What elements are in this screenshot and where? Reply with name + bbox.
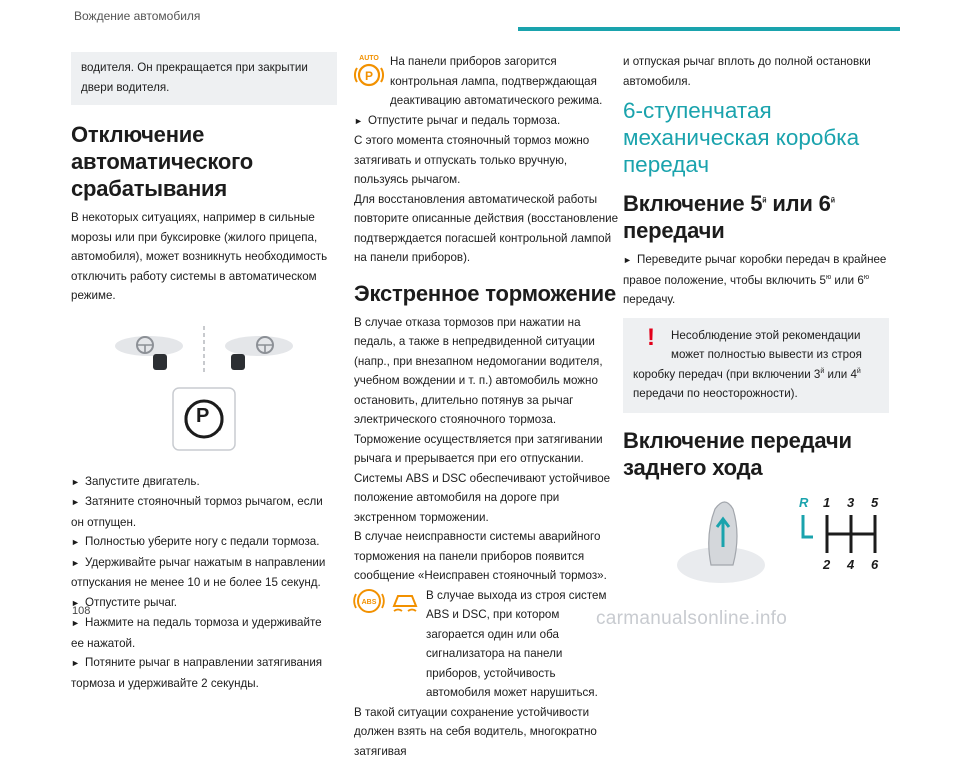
step-release: ► Отпустите рычаг и педаль тормоза. [354,111,620,132]
gear-label-1: 1 [823,493,830,513]
abs-dsc-paragraph: Системы ABS и DSC обеспечивают устойчивое положение автомобиля на дороге при экстренном торможении. [354,469,620,528]
gear-shift-figure [623,491,889,587]
auto-lamp-text: На панели приборов загорится контрольная лампа, подтверждающая деактивацию автоматического режима. [390,52,620,111]
restore-paragraph: Для восстановления автоматической работы повторите описанные действия (восстановление подтверждается погасшей контрольной лампой на панели приборов). [354,190,620,268]
abs-dsc-lamps-icon [354,586,420,616]
abs-text: В случае выхода из строя систем ABS и DSC, при котором загорается один или оба сигнализатора на панели приборов, устойчивость автомобиля может нарушиться. [426,586,620,703]
auto-p-lamp-icon [354,52,384,90]
driver-stability-paragraph: В такой ситуации сохранение устойчивости должен взять на себя водитель, многократно затягивая [354,703,620,761]
heading-disable-auto: Отключение автоматического срабатывания [71,121,337,202]
gear-label-r: R [799,493,808,513]
auto-lamp-block [354,52,620,111]
svg-text:ABS: ABS [362,599,377,606]
fault-paragraph: В случае неисправности системы аварийного торможения на панели приборов появится сообщение «Неисправен стояночный тормоз». [354,527,620,586]
heading-emergency-braking: Экстренное торможение [354,280,620,307]
abs-block [354,586,620,703]
step-6: ► Нажмите на педаль тормоза и удерживайте ее нажатой. [71,613,337,653]
step-5: ► Отпустите рычаг. [71,593,337,614]
section-title-gearbox: 6-ступенчатая механическая коробка передач [623,97,889,178]
svg-text:AUTO: AUTO [359,55,379,62]
foot-pedal-icon [153,354,167,370]
skid-car-icon [394,596,416,606]
column-3 [623,52,889,587]
foot-pedal-icon [231,354,245,370]
step-4: ► Удерживайте рычаг нажатым в направлении отпускания не менее 10 и не более 15 секунд. [71,553,337,593]
manual-only-paragraph: С этого момента стояночный тормоз можно затягивать и отпускать только вручную, пользуясь рычагом. [354,131,620,190]
parking-brake-figure [71,316,337,466]
header-title: Вождение автомобиля [74,9,200,23]
parking-brake-illustration [71,316,337,466]
header-accent-rule [518,27,900,31]
steps-list [71,472,337,694]
intro-paragraph: В некоторых ситуациях, например в сильные морозы или при буксировке (жилого прицепа, автомобиля), может возникнуть необходимость отключить работу системы в автоматическом режиме. [71,208,337,306]
step-2: ► Затяните стояночный тормоз рычагом, если он отпущен. [71,492,337,532]
watermark: carmanualsonline.info [596,608,787,630]
heading-gear-5-6: Включение $5^й$ или $6^й$ передачи [623,190,889,244]
gear-label-6: 6 [871,555,878,575]
step-gear-5-6: ► Переведите рычаг коробки передач в крайнее правое положение, чтобы включить $5^ю$ или $6^ю$ передачу. [623,250,889,310]
gear-label-2: 2 [823,555,830,575]
note-text: водителя. Он прекращается при закрытии двери водителя. [81,58,329,97]
step-1: ► Запустите двигатель. [71,472,337,493]
column-2 [354,52,620,761]
gear-label-3: 3 [847,493,854,513]
step-7: ► Потяните рычаг в направлении затягивания тормоза и удерживайте 2 секунды. [71,653,337,693]
warning-icon: ! [647,326,663,352]
heading-reverse-gear: Включение передачи заднего хода [623,427,889,481]
page-header [0,0,960,40]
continued-note [71,52,337,105]
p-lamp-label: P [196,407,209,427]
svg-text:P: P [365,69,373,83]
page-number: 108 [72,605,90,617]
step-3: ► Полностью уберите ногу с педали тормоза. [71,532,337,553]
emergency-paragraph: В случае отказа тормозов при нажатии на педаль, а также в непредвиденной ситуации (напр., при внезапном недомогании водителя, учебном вождении и т. п.) автомобиль можно остановить, длительно потянув за рычаг электрического стояночного тормоза. Торможение осуществляется при затягивании рычага и прерывается при его отпускании. [354,313,620,469]
continued-text: и отпуская рычаг вплоть до полной остановки автомобиля. [623,52,889,91]
column-1 [71,52,337,693]
warning-text: Несоблюдение этой рекомендации может полностью вывести из строя коробку передач (при включении $3^й$ или $4^й$ передачи по неосторожности). [633,329,862,401]
gear-label-4: 4 [847,555,854,575]
warning-box [623,318,889,413]
gear-label-5: 5 [871,493,878,513]
